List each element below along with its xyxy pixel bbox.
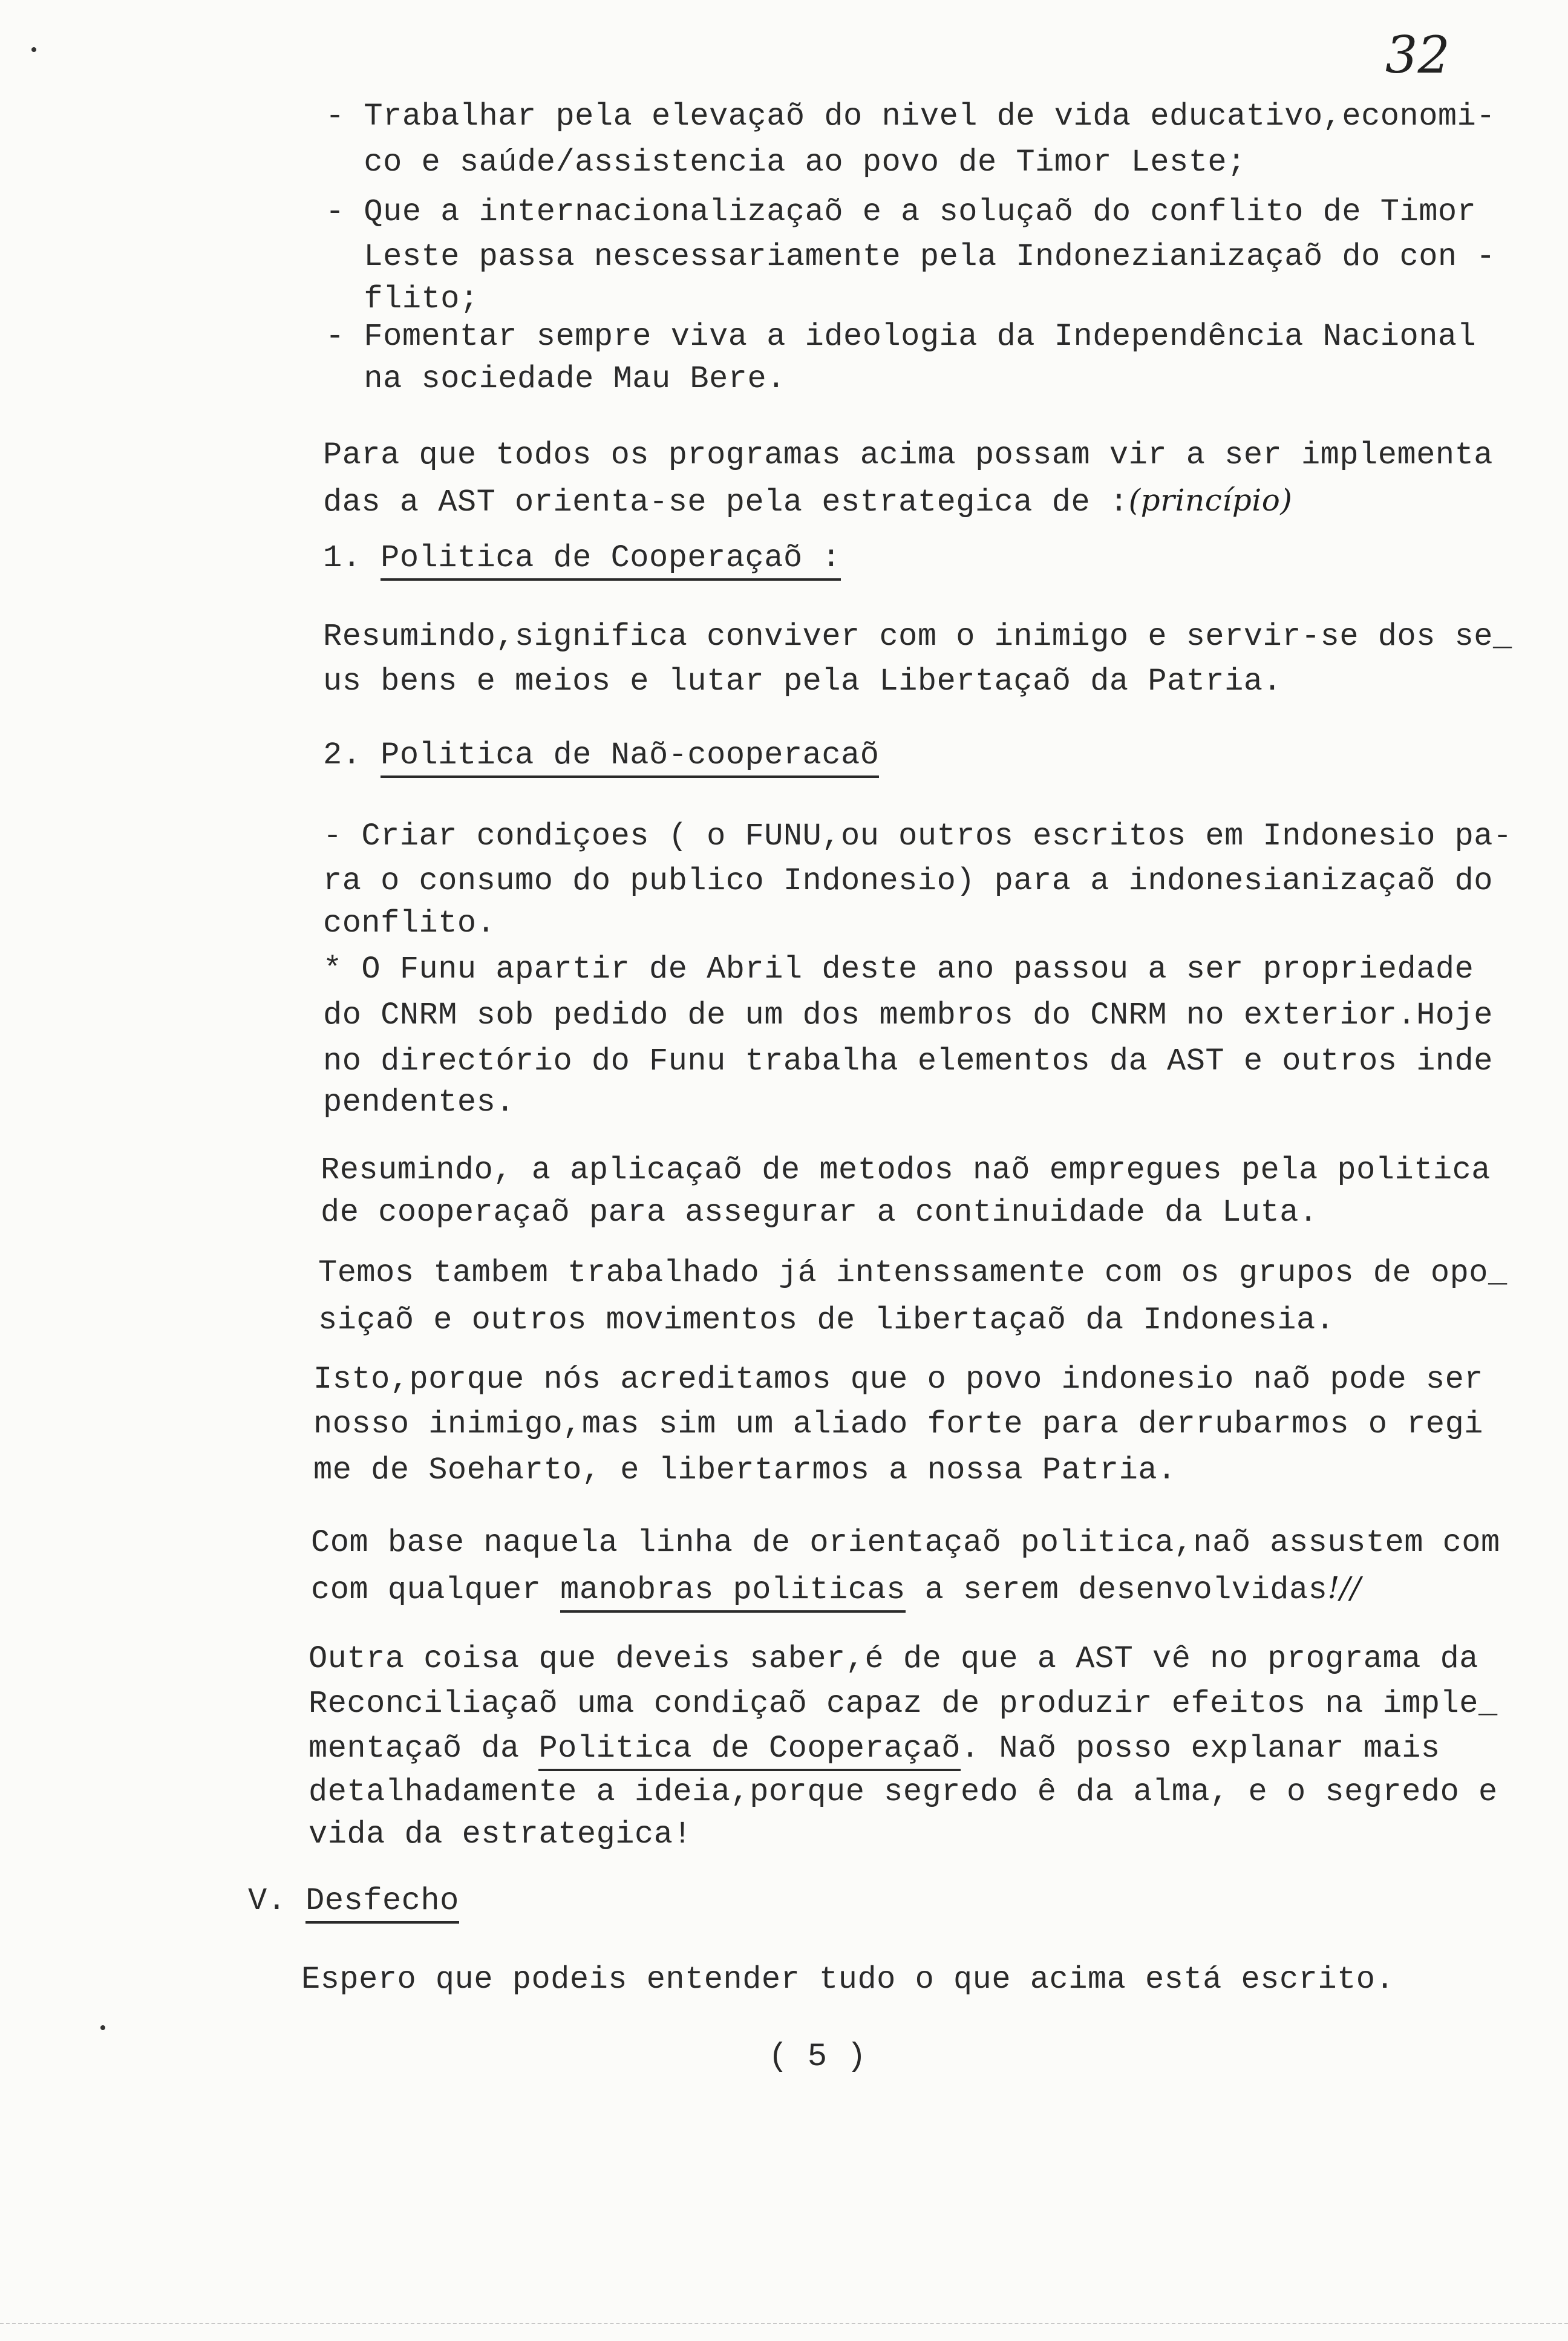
base-line-1: Com base naquela linha de orientaçaõ politica,naõ assustem com — [311, 1525, 1500, 1561]
section-2-title: Politica de Naõ-cooperacaõ — [381, 737, 879, 778]
section-5-heading — [248, 1881, 459, 1921]
section-5-body: Espero que podeis entender tudo o que acima está escrito. — [301, 1962, 1395, 1997]
outra-line-4: detalhadamente a ideia,porque segredo ê da alma, e o segredo e — [309, 1774, 1498, 1810]
bullet-2-line-2: Leste passa nescessariamente pela Indonezianizaçaõ do con - — [325, 239, 1496, 275]
isto-line-1: Isto,porque nós acreditamos que o povo indonesio naõ pode ser — [313, 1362, 1484, 1397]
bullet-1-line-2: co e saúde/assistencia ao povo de Timor Leste; — [325, 145, 1246, 180]
outra-line-3 — [309, 1729, 1440, 1769]
outra-line-1: Outra coisa que deveis saber,é de que a AST vê no programa da — [309, 1641, 1479, 1677]
funu-line-4: pendentes. — [323, 1085, 515, 1120]
funu-line-1: * O Funu apartir de Abril deste ano passou a ser propriedade — [323, 952, 1474, 987]
criar-line-3: conflito. — [323, 906, 496, 941]
bullet-3-line-2: na sociedade Mau Bere. — [325, 361, 786, 397]
funu-line-2: do CNRM sob pedido de um dos membros do CNRM no exterior.Hoje — [323, 997, 1494, 1033]
base-line-2 — [311, 1568, 1361, 1610]
scan-speck — [31, 47, 36, 52]
outra-line-5: vida da estrategica! — [309, 1817, 693, 1852]
section-2-heading — [323, 736, 879, 775]
handwritten-page-mark: 32 — [1385, 25, 1450, 85]
bullet-2-line-1: - Que a internacionalizaçaõ e a soluçaõ do conflito de Timor — [325, 194, 1477, 230]
isto-line-2: nosso inimigo,mas sim um aliado forte para derrubarmos o regi — [313, 1406, 1484, 1442]
outra-underlined: Politica de Cooperaçaõ — [538, 1731, 961, 1771]
base-line-2-pre: com qualquer — [311, 1572, 561, 1608]
scan-edge — [0, 2323, 1568, 2324]
section-5-number: V. — [248, 1883, 287, 1919]
outra-line-3-post: . Naõ posso explanar mais — [960, 1731, 1440, 1766]
outra-line-3-pre: mentaçaõ da — [309, 1731, 539, 1766]
criar-line-2: ra o consumo do publico Indonesio) para a indonesianizaçaõ do — [323, 863, 1494, 899]
intro-line-1: Para que todos os programas acima possam vir a ser implementa — [323, 437, 1494, 473]
temos-line-2: siçaõ e outros movimentos de libertaçaõ da Indonesia. — [318, 1302, 1335, 1338]
scan-speck — [100, 2025, 105, 2030]
section-1-number: 1. — [323, 540, 362, 576]
criar-line-1: - Criar condiçoes ( o FUNU,ou outros escritos em Indonesio pa- — [323, 818, 1512, 854]
intro-line-2-text: das a AST orienta-se pela estrategica de : — [323, 485, 1129, 520]
section-5-title: Desfecho — [305, 1883, 459, 1924]
resumindo-line-2: de cooperaçaõ para assegurar a continuidade da Luta. — [321, 1195, 1318, 1230]
section-1-heading — [323, 538, 841, 578]
section-1-title: Politica de Cooperaçaõ : — [381, 540, 841, 581]
funu-line-3: no directório do Funu trabalha elementos da AST e outros inde — [323, 1043, 1494, 1079]
base-underlined: manobras politicas — [560, 1572, 906, 1613]
section-1-body-line-2: us bens e meios e lutar pela Libertaçaõ da Patria. — [323, 664, 1282, 699]
page-number: ( 5 ) — [768, 2039, 867, 2075]
base-line-2-post: a serem desenvolvidas — [905, 1572, 1328, 1608]
handwritten-note: (princípio) — [1128, 483, 1293, 518]
isto-line-3: me de Soeharto, e libertarmos a nossa Patria. — [313, 1452, 1177, 1488]
intro-line-2 — [323, 480, 1292, 523]
section-1-body-line-1: Resumindo,significa conviver com o inimigo e servir-se dos se_ — [323, 619, 1512, 655]
temos-line-1: Temos tambem trabalhado já intenssamente com os grupos de opo_ — [318, 1255, 1508, 1291]
handwritten-exclaim: !// — [1327, 1570, 1361, 1605]
section-2-number: 2. — [323, 737, 362, 773]
bullet-2-line-3: flito; — [325, 281, 479, 317]
bullet-1-line-1: - Trabalhar pela elevaçaõ do nivel de vida educativo,economi- — [325, 99, 1496, 134]
resumindo-line-1: Resumindo, a aplicaçaõ de metodos naõ empregues pela politica — [321, 1152, 1491, 1188]
bullet-3-line-1: - Fomentar sempre viva a ideologia da Independência Nacional — [325, 319, 1477, 354]
outra-line-2: Reconciliaçaõ uma condiçaõ capaz de produzir efeitos na imple_ — [309, 1686, 1498, 1722]
